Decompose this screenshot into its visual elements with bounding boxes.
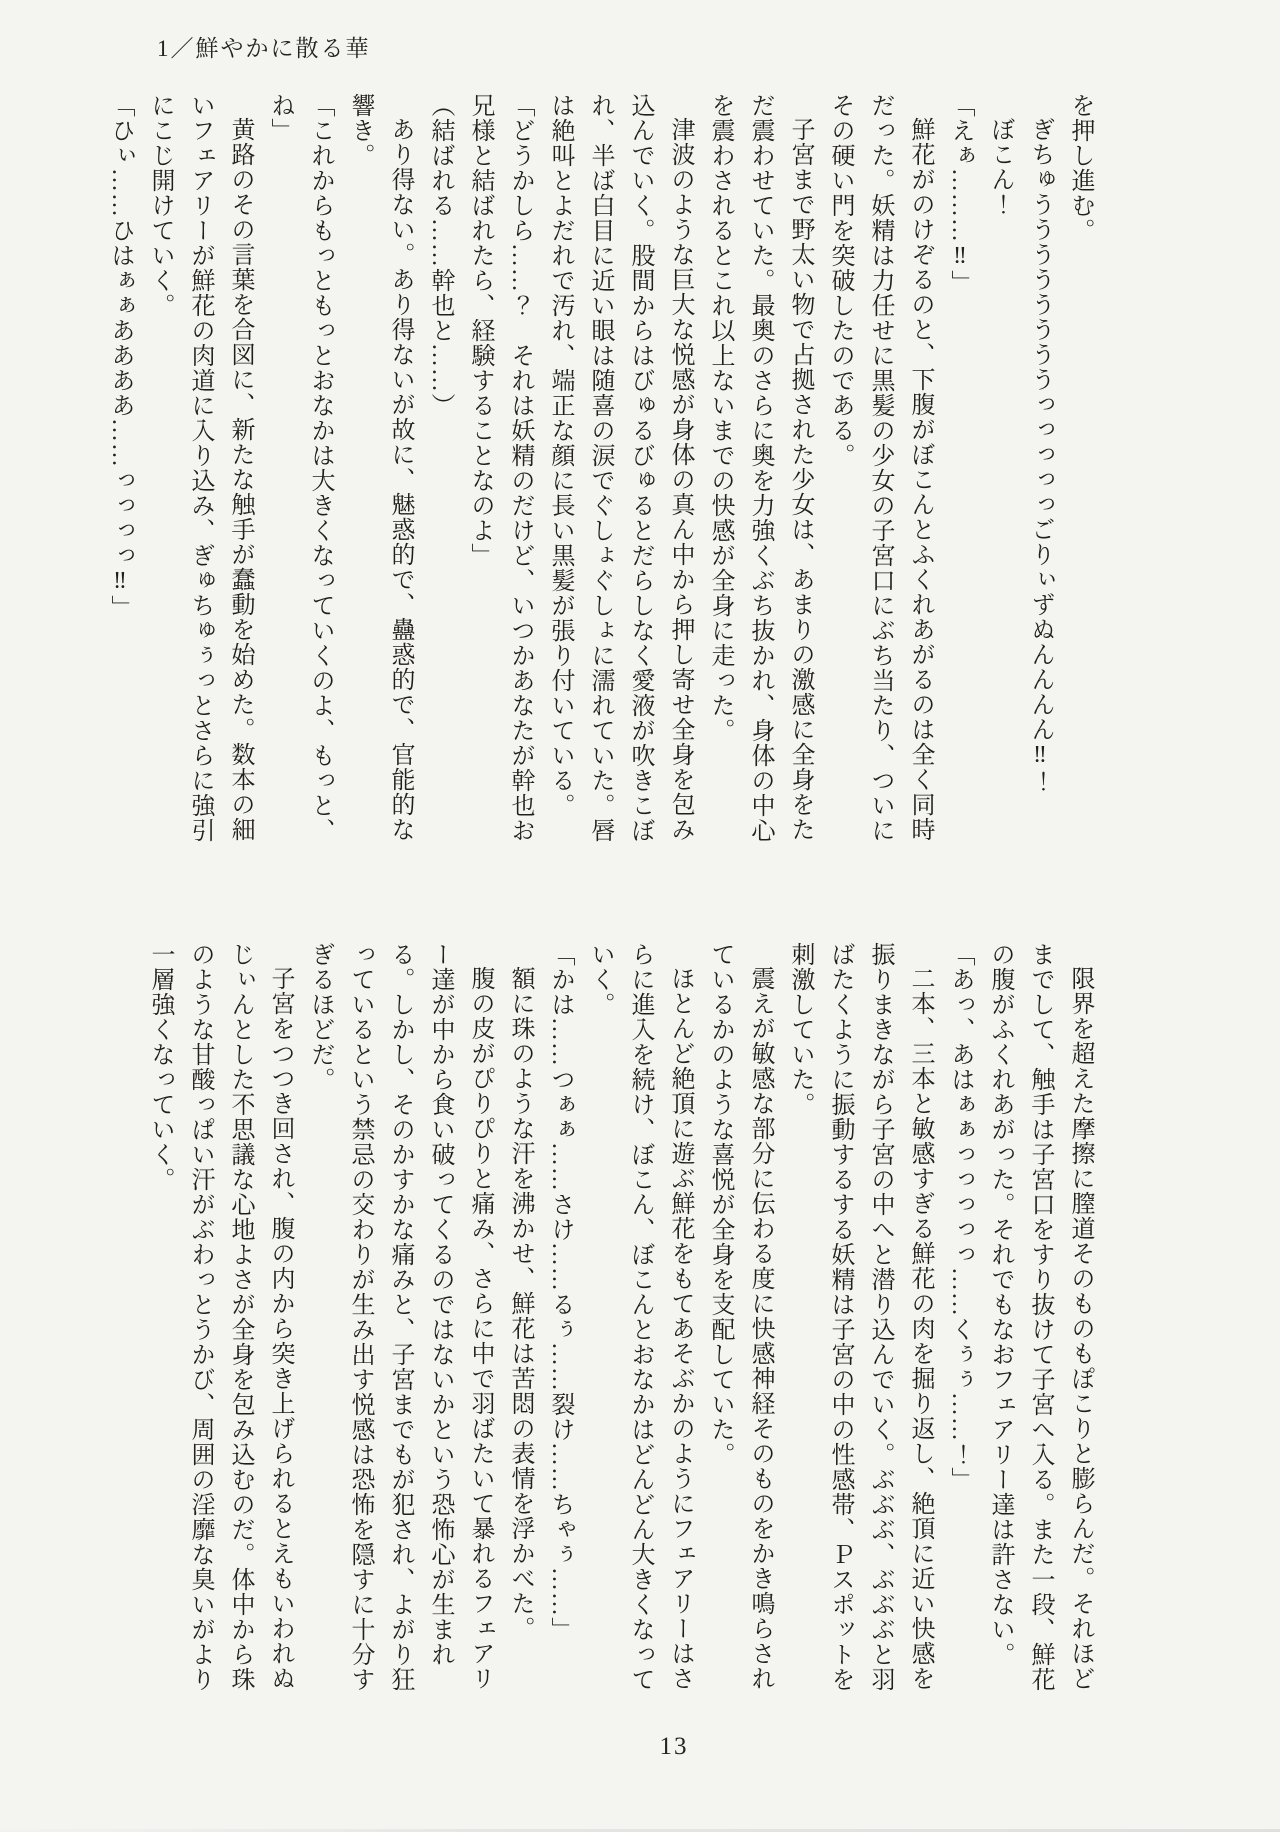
paragraph: 限界を超えた摩擦に膣道そのものもぽこりと膨らんだ。それほどまでして、触手は子宮口をすり抜けて子宮へ入る。また一段、鮮花の腹がふくれあがった。それでもなおフェアリー達は許さない。 xyxy=(987,942,1093,1692)
paragraph: ほとんど絶頂に遊ぶ鮮花をもてあそぶかのようにフェアリーはさらに進入を続け、ぼこん、ぼこんとおなかはどんどん大きくなっていく。 xyxy=(587,942,693,1692)
vertical-text-block-top xyxy=(100,93,1100,865)
paragraph: あり得ない。あり得ないが故に、魅惑的で、蠱惑的で、官能的な響き。 xyxy=(347,93,413,842)
paragraph: ぼこん！ xyxy=(987,117,1013,217)
paragraph: 黄路のその言葉を合図に、新たな触手が蠢動を始めた。数本の細いフェアリーが鮮花の肉道に入り込み、ぎゅちゅぅっとさらに強引にこじ開けていく。 xyxy=(147,93,253,843)
paragraph: 津波のような巨大な悦感が身体の真ん中から押し寄せ全身を包み込んでいく。股間からはびゅるびゅるとだらしなく愛液が吹きこぼれ、半ば白目に近い眼は随喜の涙でぐしょぐしょに濡れていた。唇は絶叫とよだれで汚れ、端正な顔に長い黒髪が張り付いている。 xyxy=(547,93,693,843)
paragraph: 鮮花がのけぞるのと、下腹がぼこんとふくれあがるのは全く同時だった。妖精は力任せに黒髪の少女の子宮口にぶち当たり、ついにその硬い門を突破したのである。 xyxy=(827,93,933,843)
paragraph: 「これからもっともっとおなかは大きくなっていくのよ、もっと、ね」 xyxy=(267,93,333,843)
paragraph: 子宮をつつき回され、腹の内から突き上げられるとえもいわれぬじぃんとした不思議な心地よさが全身を包み込むのだ。体中から珠のような甘酸っぱい汗がぶわっとうかび、周囲の淫靡な臭いがより一層強くなっていく。 xyxy=(147,942,293,1692)
paragraph: 「あっ、あはぁぁっっっっっ……くぅぅ……！」 xyxy=(947,942,973,1492)
paragraph: 「かは……つぁぁ……さけ……るぅ……裂け……ちゃぅ……」 xyxy=(547,942,573,1642)
paragraph: 震えが敏感な部分に伝わる度に快感神経そのものをかき鳴らされているかのような喜悦が全身を支配していた。 xyxy=(707,942,773,1691)
vertical-text-block-bottom xyxy=(140,942,1100,1694)
paragraph: 「どうかしら……？ それは妖精のだけど、いつかあなたが幹也お兄様と結ばれたら、経験することなのよ」 xyxy=(467,93,533,843)
page-number: 13 xyxy=(659,1733,689,1760)
paragraph: 「ひぃ……ひはぁぁああああ……っっっっ‼」 xyxy=(107,93,133,620)
paragraph: 腹の皮がぴりぴりと痛み、さらに中で羽ばたいて暴れるフェアリー達が中から食い破ってくるのではないかという恐怖心が生まれる。しかし、そのかすかな痛みと、子宮までもが犯され、よがり狂っているという禁忌の交わりが生み出す悦感は恐怖を隠すに十分すぎるほどだ。 xyxy=(307,942,493,1692)
paragraph: を押し進む。 xyxy=(1067,93,1093,243)
paragraph: 二本、三本と敏感すぎる鮮花の肉を掘り返し、絶頂に近い快感を振りまきながら子宮の中へと潜り込んでいく。ぶぶぶ、ぶぶぶと羽ばたくように振動するする妖精は子宮の中の性感帯、Ｐスポットを刺激していた。 xyxy=(787,942,933,1692)
paragraph: （結ばれる……幹也と……） xyxy=(427,93,453,418)
paragraph: 子宮まで野太い物で占拠された少女は、あまりの激感に全身をただ震わせていた。最奥のさらに奥を力強くぶち抜かれ、身体の中心を震わされるとこれ以上ないまでの快感が全身に走った。 xyxy=(707,93,813,843)
paragraph: ぎちゅううううううううっっっっっごりぃずぬんんんん‼！ xyxy=(1027,117,1053,794)
paragraph: 「えぁ………‼」 xyxy=(947,93,973,295)
paragraph: 額に珠のような汗を沸かせ、鮮花は苦悶の表情を浮かべた。 xyxy=(507,966,533,1641)
chapter-header: 1／鮮やかに散る華 xyxy=(157,36,371,61)
